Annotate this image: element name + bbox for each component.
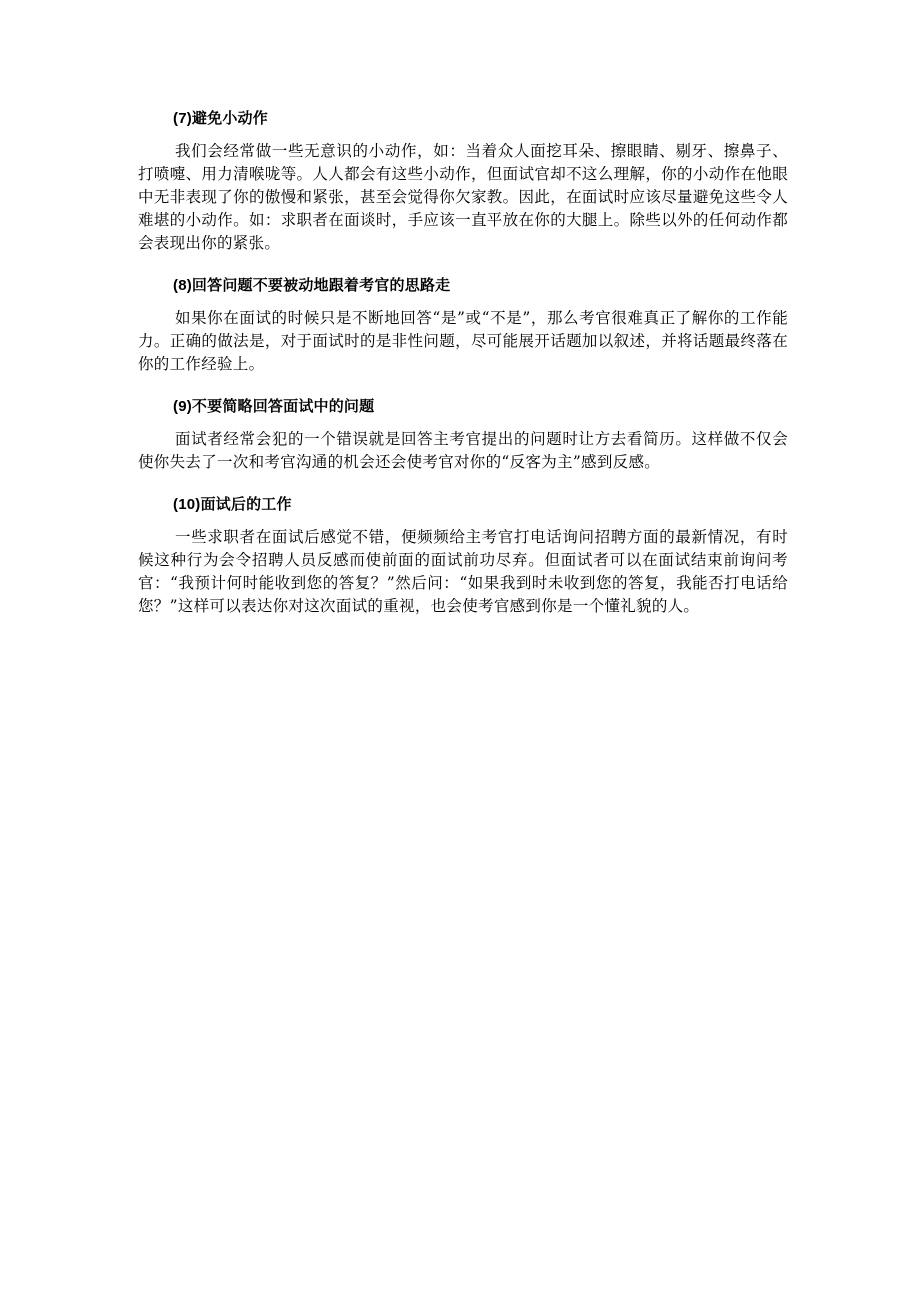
section-body-9: 面试者经常会犯的一个错误就是回答主考官提出的问题时让方去看简历。这样做不仅会使你失去了一次和考官沟通的机会还会使考官对你的“反客为主”感到反感。 — [138, 430, 788, 471]
section-body-8: 如果你在面试的时候只是不断地回答“是”或“不是”，那么考官很难真正了解你的工作能力。正确的做法是，对于面试时的是非性问题，尽可能展开话题加以叙述，并将话题最终落在你的工作经验上。 — [138, 309, 788, 373]
section-heading-7: (7)避免小动作 — [173, 110, 268, 127]
section-heading-10: (10)面试后的工作 — [173, 496, 292, 513]
section-body-10: 一些求职者在面试后感觉不错，便频频给主考官打电话询问招聘方面的最新情况，有时候这种行为会令招聘人员反感而使前面的面试前功尽弃。但面试者可以在面试结束前询问考官：“我预计何时能收到您的答复？”然后问：“如果我到时未收到您的答复，我能否打电话给您？”这样可以表达你对这次面试的重视，也会使考官感到你是一个懂礼貌的人。 — [138, 528, 788, 615]
section-heading-8: (8)回答问题不要被动地跟着考官的思路走 — [173, 277, 451, 294]
section-heading-9: (9)不要简略回答面试中的问题 — [173, 398, 375, 415]
document-content — [138, 108, 788, 638]
section-body-7: 我们会经常做一些无意识的小动作，如：当着众人面挖耳朵、擦眼睛、剔牙、擦鼻子、打喷嚏、用力清喉咙等。人人都会有这些小动作，但面试官却不这么理解，你的小动作在他眼中无非表现了你的傲慢和紧张，甚至会觉得你欠家教。因此，在面试时应该尽量避免这些令人难堪的小动作。如：求职者在面谈时，手应该一直平放在你的大腿上。除些以外的任何动作都会表现出你的紧张。 — [138, 142, 788, 252]
